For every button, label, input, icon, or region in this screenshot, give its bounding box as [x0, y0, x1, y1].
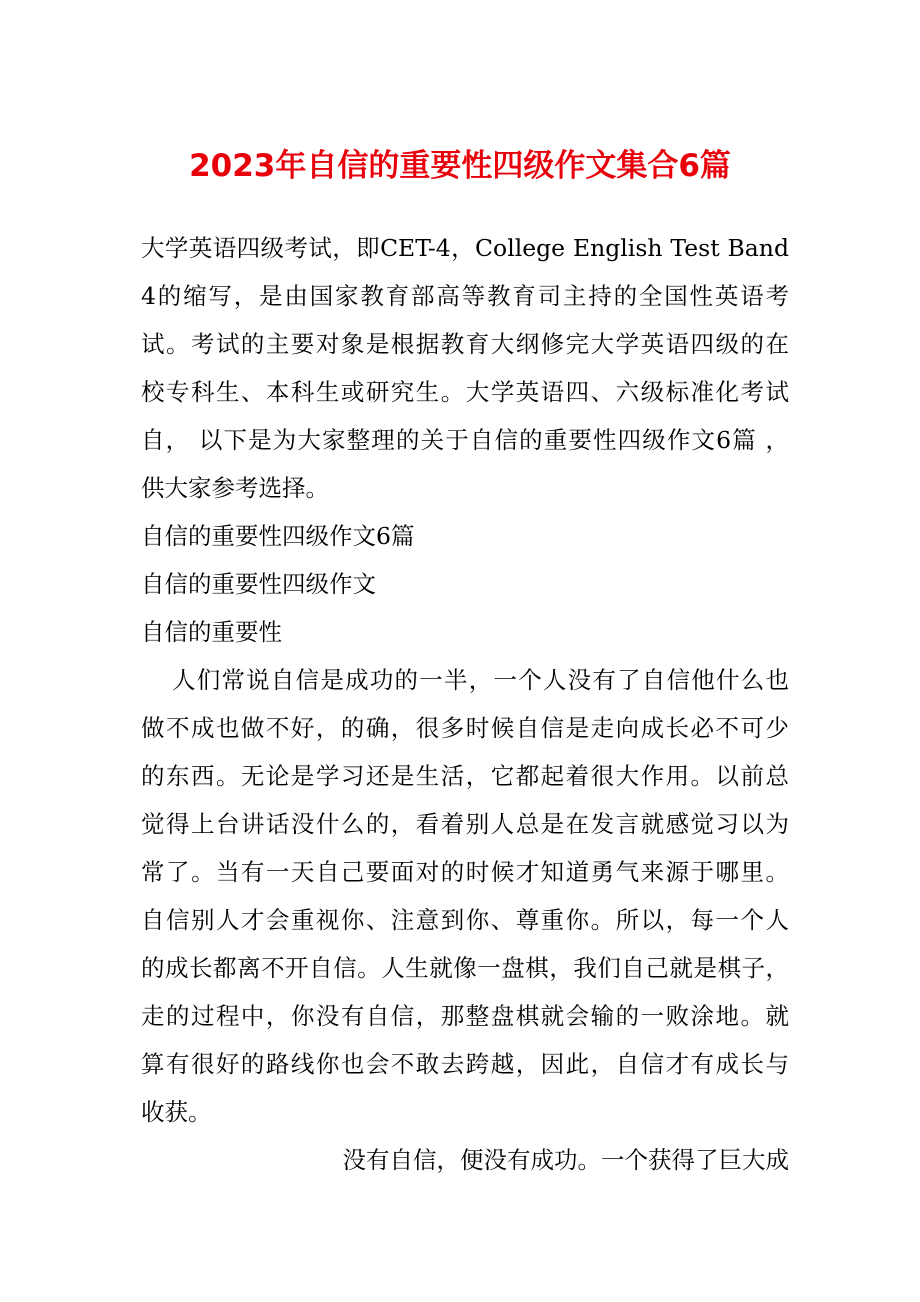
paragraph-line-6: 自信别人才会重视你、注意到你、尊重你。所以，每一个人 [141, 906, 789, 934]
paragraph-line-10: 收获。 [141, 1098, 212, 1126]
essay-heading: 自信的重要性四级作文 [141, 570, 376, 598]
paragraph-2-line-1: 没有自信，便没有成功。一个获得了巨大成 [342, 1146, 789, 1174]
paragraph-line-8: 走的过程中，你没有自信，那整盘棋就会输的一败涂地。就 [141, 1002, 789, 1030]
essay-title: 自信的重要性 [141, 618, 282, 646]
intro-line-6: 供大家参考选择。 [141, 474, 329, 502]
paragraph-line-2: 做不成也做不好，的确，很多时候自信是走向成长必不可少 [141, 714, 789, 742]
paragraph-line-9: 算有很好的路线你也会不敢去跨越，因此，自信才有成长与 [141, 1050, 789, 1078]
paragraph-line-1: 人们常说自信是成功的一半，一个人没有了自信他什么也 [172, 666, 789, 694]
paragraph-line-7: 的成长都离不开自信。人生就像一盘棋，我们自己就是棋子， [141, 954, 789, 982]
intro-line-1: 大学英语四级考试，即CET-4，College English Test Band [141, 234, 789, 262]
paragraph-line-3: 的东西。无论是学习还是生活，它都起着很大作用。以前总 [141, 762, 789, 790]
intro-line-2: 4的缩写，是由国家教育部高等教育司主持的全国性英语考 [141, 282, 789, 310]
intro-line-3: 试。考试的主要对象是根据教育大纲修完大学英语四级的在 [141, 330, 789, 358]
intro-line-4: 校专科生、本科生或研究生。大学英语四、六级标准化考试 [141, 378, 789, 406]
document-title: 2023年自信的重要性四级作文集合6篇 [189, 148, 731, 184]
paragraph-line-4: 觉得上台讲话没什么的，看着别人总是在发言就感觉习以为 [141, 810, 789, 838]
intro-line-5: 自， 以下是为大家整理的关于自信的重要性四级作文6篇 ， [141, 426, 789, 454]
document-body [141, 224, 789, 1184]
section-heading: 自信的重要性四级作文6篇 [141, 522, 415, 550]
paragraph-line-5: 常了。当有一天自己要面对的时候才知道勇气来源于哪里。 [141, 858, 789, 886]
